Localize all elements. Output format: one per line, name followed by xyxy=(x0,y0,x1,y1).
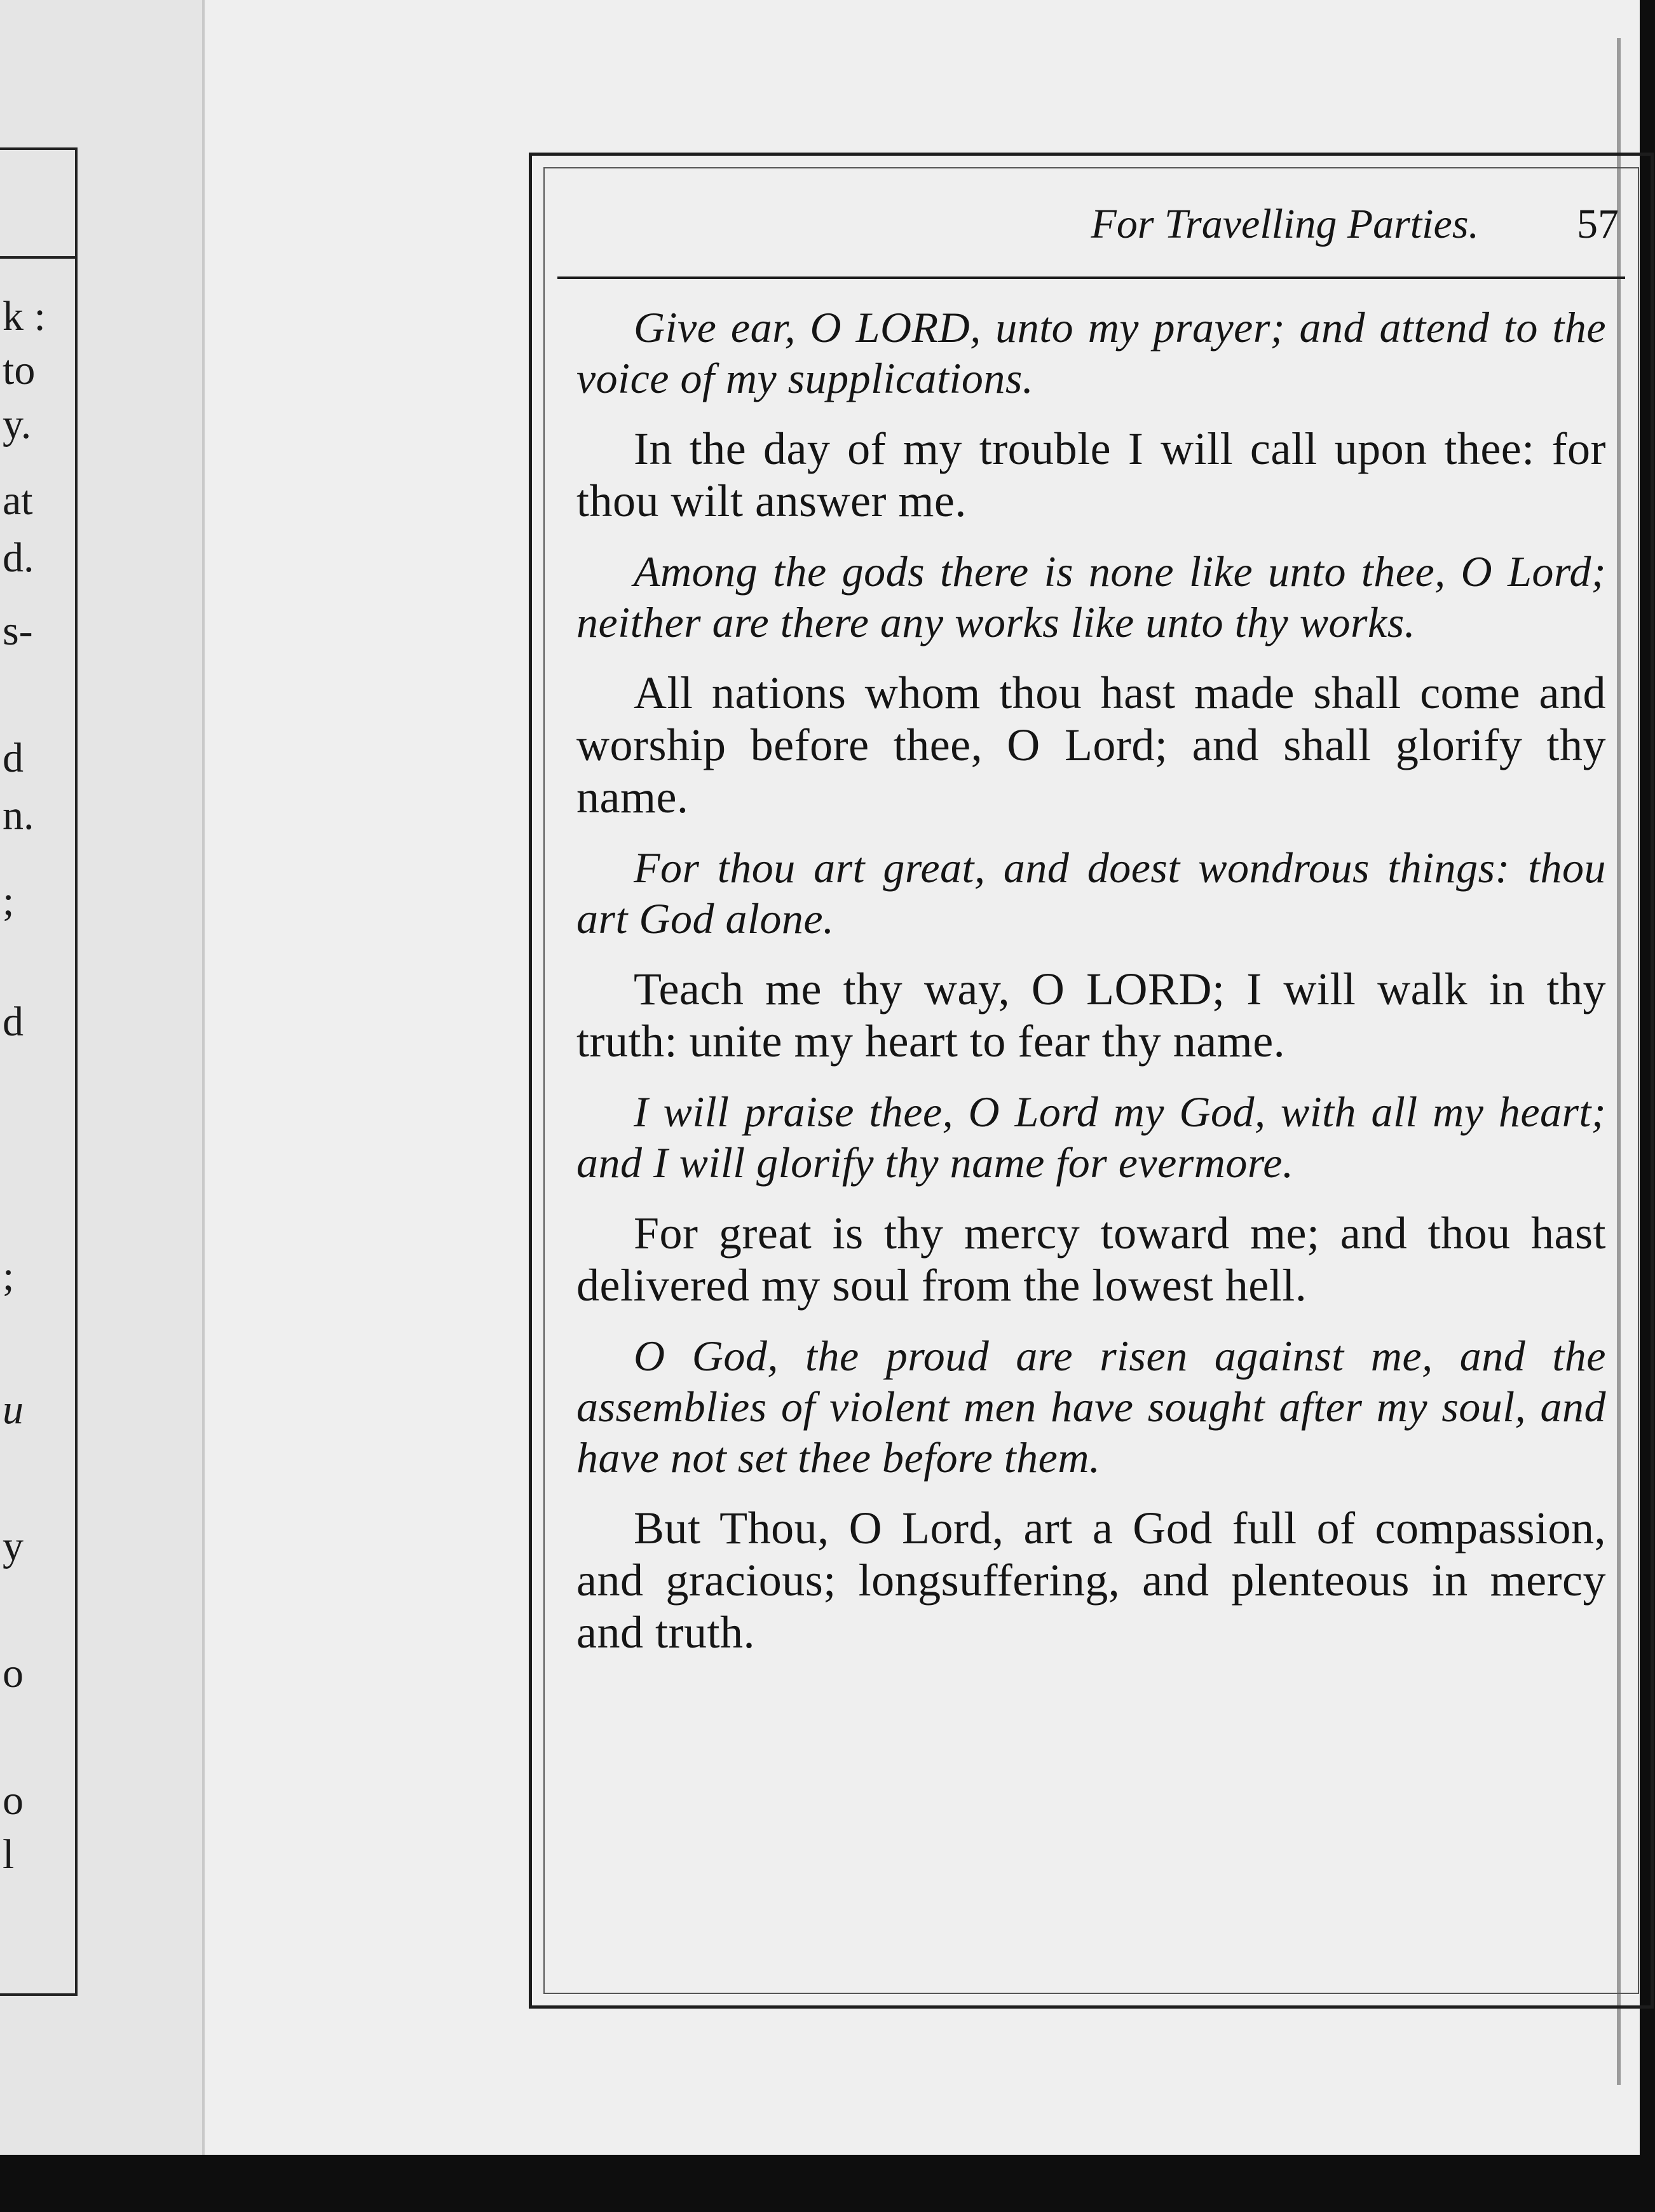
left-page-fragment: k : xyxy=(3,293,46,339)
text-frame xyxy=(529,153,1654,2009)
verse: In the day of my trouble I will call upon thee: for thou wilt answer me. xyxy=(576,423,1606,526)
left-page-fragment: y. xyxy=(3,401,32,447)
right-page xyxy=(205,0,1640,2155)
left-page-fragment: l xyxy=(3,1831,15,1878)
verse: Teach me thy way, O LORD; I will walk in thy truth: unite my heart to fear thy name. xyxy=(576,964,1606,1067)
left-page-fragment: ; xyxy=(3,878,15,924)
running-head-title: For Travelling Parties. xyxy=(1091,201,1479,247)
verse-list xyxy=(576,302,1606,1677)
left-page-fragment: d. xyxy=(3,535,34,581)
left-page-head-rule xyxy=(0,256,75,259)
page-number: 57 xyxy=(1577,201,1619,247)
verse: Give ear, O LORD, unto my prayer; and attend to the voice of my supplications. xyxy=(576,303,1606,402)
left-page-fragment: to xyxy=(3,347,36,393)
running-head xyxy=(557,188,1625,264)
verse: For great is thy mercy toward me; and thou hast delivered my soul from the lowest hell. xyxy=(576,1208,1606,1311)
left-page-fragment: y xyxy=(3,1523,24,1569)
left-page-fragment: s- xyxy=(3,608,33,654)
head-rule xyxy=(557,276,1625,279)
left-page-fragment: u xyxy=(3,1386,24,1433)
verse: For thou art great, and doest wondrous things: thou art God alone. xyxy=(576,843,1606,943)
left-page-fragment: ; xyxy=(3,1253,15,1299)
left-page-fragment: o xyxy=(3,1777,24,1824)
verse: But Thou, O Lord, art a God full of compassion, and gracious; longsuffering, and plenteous in mercy and truth. xyxy=(576,1503,1606,1658)
left-page-fragment: at xyxy=(3,477,33,524)
verse: O God, the proud are risen against me, and the assemblies of violent men have sought after my soul, and have not set thee before them. xyxy=(576,1332,1606,1482)
left-page-fragment: o xyxy=(3,1650,24,1697)
verse: Among the gods there is none like unto thee, O Lord; neither are there any works like unto thy works. xyxy=(576,547,1606,646)
left-page-fragment: d xyxy=(3,999,24,1045)
left-page-fragment: d xyxy=(3,735,24,781)
left-page-fragment: n. xyxy=(3,792,34,838)
left-page xyxy=(0,0,205,2155)
verse: All nations whom thou hast made shall come and worship before thee, O Lord; and shall glorify thy name. xyxy=(576,667,1606,823)
verse: I will praise thee, O Lord my God, with all my heart; and I will glorify thy name for evermore. xyxy=(576,1088,1606,1187)
